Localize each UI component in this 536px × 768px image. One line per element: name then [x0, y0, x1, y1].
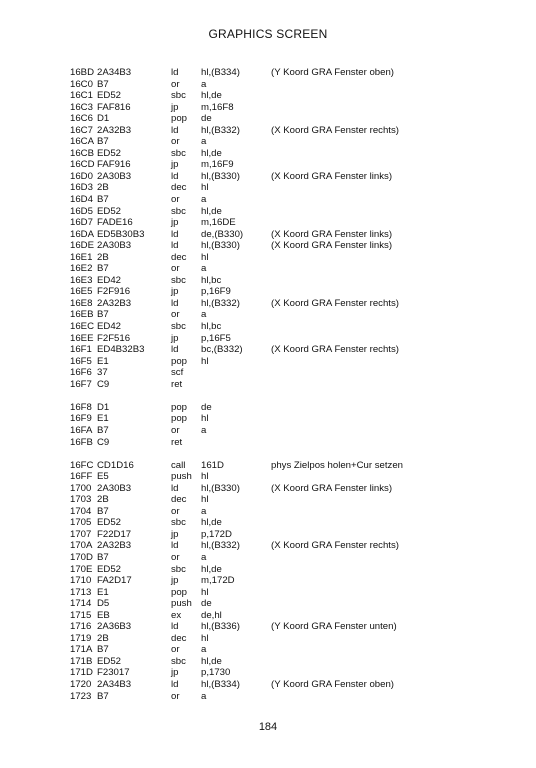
- operand: bc,(B332): [201, 344, 243, 356]
- operand: a: [201, 263, 207, 275]
- opcode-bytes: 2B: [97, 251, 109, 263]
- operand: p,1730: [201, 667, 231, 679]
- operand: m,16F9: [201, 159, 234, 171]
- opcode-bytes: EB: [97, 609, 110, 621]
- mnemonic: jp: [171, 286, 179, 298]
- mnemonic: pop: [171, 586, 188, 598]
- listing-row: [70, 102, 470, 114]
- listing-row: [70, 344, 470, 356]
- listing-row: [70, 379, 470, 391]
- address: 1716: [70, 621, 92, 633]
- mnemonic: ex: [171, 609, 182, 621]
- mnemonic: scf: [171, 367, 184, 379]
- address: 171A: [70, 644, 93, 656]
- listing-row: [70, 136, 470, 148]
- opcode-bytes: B7: [97, 644, 109, 656]
- mnemonic: sbc: [171, 90, 186, 102]
- opcode-bytes: FADE16: [97, 217, 133, 229]
- mnemonic: pop: [171, 401, 188, 413]
- comment: (X Koord GRA Fenster rechts): [271, 124, 399, 136]
- listing-row: [70, 564, 470, 576]
- address: 16F1: [70, 344, 92, 356]
- opcode-bytes: 2A32B3: [97, 297, 132, 309]
- mnemonic: or: [171, 644, 180, 656]
- mnemonic: or: [171, 690, 180, 702]
- mnemonic: or: [171, 78, 180, 90]
- mnemonic: or: [171, 505, 180, 517]
- operand: a: [201, 644, 207, 656]
- address: 16C0: [70, 78, 93, 90]
- opcode-bytes: 37: [97, 367, 108, 379]
- listing-row: [70, 460, 470, 472]
- mnemonic: ld: [171, 344, 179, 356]
- listing-row: [70, 263, 470, 275]
- opcode-bytes: B7: [97, 309, 109, 321]
- address: 1714: [70, 598, 92, 610]
- mnemonic: or: [171, 263, 180, 275]
- opcode-bytes: 2A32B3: [97, 540, 132, 552]
- listing-row: [70, 321, 470, 333]
- operand: de,hl: [201, 609, 222, 621]
- opcode-bytes: ED4B32B3: [97, 344, 145, 356]
- address: 16E8: [70, 297, 93, 309]
- mnemonic: dec: [171, 251, 187, 263]
- operand: hl: [201, 494, 209, 506]
- operand: hl,de: [201, 655, 222, 667]
- listing-row: [70, 229, 470, 241]
- opcode-bytes: 2B: [97, 494, 109, 506]
- mnemonic: sbc: [171, 205, 186, 217]
- opcode-bytes: C9: [97, 378, 110, 390]
- comment: (X Koord GRA Fenster rechts): [271, 540, 399, 552]
- listing-row: [70, 402, 470, 414]
- address: 1720: [70, 678, 92, 690]
- operand: hl: [201, 586, 209, 598]
- operand: hl: [201, 182, 209, 194]
- address: 171D: [70, 667, 93, 679]
- listing-row: [70, 656, 470, 668]
- listing-row: [70, 644, 470, 656]
- mnemonic: dec: [171, 632, 187, 644]
- opcode-bytes: 2A30B3: [97, 170, 132, 182]
- opcode-bytes: ED52: [97, 205, 121, 217]
- opcode-bytes: ED52: [97, 90, 121, 102]
- opcode-bytes: E1: [97, 355, 109, 367]
- address: 16D7: [70, 217, 93, 229]
- mnemonic: or: [171, 309, 180, 321]
- listing-row: [70, 667, 470, 679]
- assembly-listing: [70, 67, 470, 702]
- operand: m,16DE: [201, 217, 236, 229]
- mnemonic: jp: [171, 528, 179, 540]
- opcode-bytes: 2B: [97, 182, 109, 194]
- comment: phys Zielpos holen+Cur setzen: [271, 459, 403, 471]
- address: 16D5: [70, 205, 93, 217]
- opcode-bytes: FA2D17: [97, 575, 132, 587]
- address: 16DA: [70, 228, 94, 240]
- listing-row: [70, 367, 470, 379]
- listing-row: [70, 483, 470, 495]
- address: 16BD: [70, 67, 94, 78]
- operand: hl: [201, 471, 209, 483]
- comment: (Y Koord GRA Fenster oben): [271, 67, 395, 78]
- opcode-bytes: D5: [97, 598, 110, 610]
- listing-row: [70, 679, 470, 691]
- listing-row: [70, 159, 470, 171]
- address: 16C1: [70, 90, 93, 102]
- opcode-bytes: 2A36B3: [97, 621, 132, 633]
- listing-row: [70, 217, 470, 229]
- operand: hl,bc: [201, 274, 222, 286]
- opcode-bytes: 2A34B3: [97, 67, 132, 78]
- operand: hl,de: [201, 90, 222, 102]
- mnemonic: ld: [171, 678, 179, 690]
- address: 16FF: [70, 471, 93, 483]
- operand: hl,(B330): [201, 240, 240, 252]
- opcode-bytes: ED42: [97, 274, 121, 286]
- mnemonic: push: [171, 598, 192, 610]
- mnemonic: pop: [171, 413, 188, 425]
- operand: hl,(B334): [201, 678, 240, 690]
- address: 16F7: [70, 378, 92, 390]
- listing-row: [70, 252, 470, 264]
- address: 16E1: [70, 251, 93, 263]
- mnemonic: or: [171, 194, 180, 206]
- mnemonic: jp: [171, 159, 179, 171]
- operand: hl,bc: [201, 321, 222, 333]
- address: 1705: [70, 517, 92, 529]
- listing-row: [70, 275, 470, 287]
- opcode-bytes: B7: [97, 194, 109, 206]
- mnemonic: jp: [171, 101, 179, 113]
- opcode-bytes: D1: [97, 113, 110, 125]
- address: 16CA: [70, 136, 94, 148]
- listing-row: [70, 575, 470, 587]
- listing-row: [70, 125, 470, 137]
- address: 171B: [70, 655, 93, 667]
- mnemonic: push: [171, 471, 192, 483]
- opcode-bytes: E1: [97, 586, 109, 598]
- listing-row: [70, 425, 470, 437]
- operand: 161D: [201, 459, 224, 471]
- address: 16C7: [70, 124, 93, 136]
- address: 170A: [70, 540, 93, 552]
- operand: hl,de: [201, 205, 222, 217]
- operand: hl,(B332): [201, 540, 240, 552]
- comment: (X Koord GRA Fenster rechts): [271, 297, 399, 309]
- listing-row: [70, 587, 470, 599]
- mnemonic: ld: [171, 297, 179, 309]
- opcode-bytes: B7: [97, 78, 109, 90]
- block-separator: [70, 390, 470, 402]
- comment: (X Koord GRA Fenster links): [271, 482, 393, 494]
- operand: p,16F5: [201, 332, 231, 344]
- opcode-bytes: 2B: [97, 632, 109, 644]
- mnemonic: or: [171, 551, 180, 563]
- operand: a: [201, 505, 207, 517]
- operand: hl,de: [201, 563, 222, 575]
- operand: hl,(B334): [201, 67, 240, 78]
- address: 16DE: [70, 240, 94, 252]
- mnemonic: ld: [171, 482, 179, 494]
- listing-row: [70, 333, 470, 345]
- opcode-bytes: ED52: [97, 517, 121, 529]
- address: 16CD: [70, 159, 95, 171]
- opcode-bytes: CD1D16: [97, 459, 134, 471]
- mnemonic: sbc: [171, 563, 186, 575]
- opcode-bytes: F23017: [97, 667, 130, 679]
- opcode-bytes: ED52: [97, 563, 121, 575]
- opcode-bytes: B7: [97, 551, 109, 563]
- operand: a: [201, 78, 207, 90]
- operand: hl,de: [201, 517, 222, 529]
- opcode-bytes: ED52: [97, 655, 121, 667]
- address: 1707: [70, 528, 92, 540]
- operand: de: [201, 401, 212, 413]
- opcode-bytes: B7: [97, 136, 109, 148]
- operand: hl: [201, 251, 209, 263]
- opcode-bytes: 2A30B3: [97, 240, 132, 252]
- address: 170E: [70, 563, 93, 575]
- mnemonic: ld: [171, 67, 179, 78]
- mnemonic: pop: [171, 113, 188, 125]
- address: 16C3: [70, 101, 93, 113]
- mnemonic: jp: [171, 217, 179, 229]
- address: 1710: [70, 575, 92, 587]
- opcode-bytes: F2F516: [97, 332, 131, 344]
- opcode-bytes: F2F916: [97, 286, 131, 298]
- operand: p,172D: [201, 528, 232, 540]
- operand: de: [201, 113, 212, 125]
- operand: de: [201, 598, 212, 610]
- operand: hl: [201, 413, 209, 425]
- operand: a: [201, 424, 207, 436]
- listing-row: [70, 298, 470, 310]
- operand: p,16F9: [201, 286, 231, 298]
- operand: hl,(B332): [201, 124, 240, 136]
- listing-row: [70, 610, 470, 622]
- mnemonic: sbc: [171, 147, 186, 159]
- listing-row: [70, 194, 470, 206]
- address: 1700: [70, 482, 92, 494]
- opcode-bytes: 2A34B3: [97, 678, 132, 690]
- comment: (X Koord GRA Fenster links): [271, 170, 393, 182]
- operand: a: [201, 136, 207, 148]
- listing-row: [70, 598, 470, 610]
- mnemonic: ret: [171, 378, 183, 390]
- mnemonic: sbc: [171, 517, 186, 529]
- listing-row: [70, 494, 470, 506]
- mnemonic: or: [171, 136, 180, 148]
- address: 16D0: [70, 170, 93, 182]
- operand: hl,de: [201, 147, 222, 159]
- opcode-bytes: E1: [97, 413, 109, 425]
- listing-row: [70, 506, 470, 518]
- mnemonic: jp: [171, 575, 179, 587]
- address: 1723: [70, 690, 92, 702]
- address: 16F9: [70, 413, 92, 425]
- operand: hl,(B330): [201, 482, 240, 494]
- address: 16EC: [70, 321, 94, 333]
- address: 1704: [70, 505, 92, 517]
- opcode-bytes: B7: [97, 263, 109, 275]
- address: 16C6: [70, 113, 93, 125]
- comment: (X Koord GRA Fenster rechts): [271, 344, 399, 356]
- address: 16E5: [70, 286, 93, 298]
- mnemonic: ld: [171, 124, 179, 136]
- opcode-bytes: E5: [97, 471, 109, 483]
- opcode-bytes: ED52: [97, 147, 121, 159]
- comment: (Y Koord GRA Fenster unten): [271, 621, 397, 633]
- listing-row: [70, 67, 470, 79]
- comment: (Y Koord GRA Fenster oben): [271, 678, 395, 690]
- listing-row: [70, 309, 470, 321]
- listing-row: [70, 206, 470, 218]
- comment: (X Koord GRA Fenster links): [271, 228, 393, 240]
- page-number: 184: [258, 721, 278, 733]
- address: 16F8: [70, 401, 92, 413]
- mnemonic: sbc: [171, 274, 186, 286]
- operand: hl: [201, 632, 209, 644]
- operand: a: [201, 194, 207, 206]
- address: 16EB: [70, 309, 94, 321]
- mnemonic: jp: [171, 667, 179, 679]
- address: 16FC: [70, 459, 94, 471]
- listing-row: [70, 90, 470, 102]
- operand: hl: [201, 355, 209, 367]
- mnemonic: dec: [171, 182, 187, 194]
- address: 16FA: [70, 424, 93, 436]
- opcode-bytes: C9: [97, 436, 110, 448]
- opcode-bytes: F22D17: [97, 528, 132, 540]
- listing-row: [70, 356, 470, 368]
- address: 16EE: [70, 332, 94, 344]
- listing-row: [70, 621, 470, 633]
- address: 16F5: [70, 355, 92, 367]
- operand: a: [201, 690, 207, 702]
- opcode-bytes: B7: [97, 424, 109, 436]
- listing-row: [70, 413, 470, 425]
- address: 16FB: [70, 436, 93, 448]
- mnemonic: ld: [171, 240, 179, 252]
- mnemonic: ld: [171, 170, 179, 182]
- listing-row: [70, 517, 470, 529]
- opcode-bytes: B7: [97, 505, 109, 517]
- address: 16CB: [70, 147, 94, 159]
- opcode-bytes: D1: [97, 401, 110, 413]
- mnemonic: call: [171, 459, 186, 471]
- address: 16D4: [70, 194, 93, 206]
- operand: a: [201, 551, 207, 563]
- page-title: GRAPHICS SCREEN: [208, 27, 328, 41]
- opcode-bytes: B7: [97, 690, 109, 702]
- address: 1715: [70, 609, 92, 621]
- opcode-bytes: FAF916: [97, 159, 131, 171]
- opcode-bytes: ED42: [97, 321, 121, 333]
- listing-row: [70, 113, 470, 125]
- mnemonic: pop: [171, 355, 188, 367]
- block-separator: [70, 448, 470, 460]
- address: 1703: [70, 494, 92, 506]
- listing-row: [70, 529, 470, 541]
- opcode-bytes: FAF816: [97, 101, 131, 113]
- listing-row: [70, 240, 470, 252]
- listing-row: [70, 171, 470, 183]
- mnemonic: or: [171, 424, 180, 436]
- address: 16E3: [70, 274, 93, 286]
- operand: hl,(B330): [201, 170, 240, 182]
- mnemonic: ld: [171, 540, 179, 552]
- mnemonic: ld: [171, 621, 179, 633]
- address: 1713: [70, 586, 92, 598]
- operand: a: [201, 309, 207, 321]
- mnemonic: ld: [171, 228, 179, 240]
- listing-row: [70, 79, 470, 91]
- listing-row: [70, 691, 470, 703]
- operand: m,172D: [201, 575, 235, 587]
- operand: hl,(B332): [201, 297, 240, 309]
- address: 16F6: [70, 367, 92, 379]
- address: 16E2: [70, 263, 93, 275]
- operand: de,(B330): [201, 228, 244, 240]
- listing-row: [70, 633, 470, 645]
- mnemonic: dec: [171, 494, 187, 506]
- operand: hl,(B336): [201, 621, 240, 633]
- mnemonic: jp: [171, 332, 179, 344]
- address: 1719: [70, 632, 92, 644]
- listing-row: [70, 286, 470, 298]
- operand: m,16F8: [201, 101, 234, 113]
- mnemonic: ret: [171, 436, 183, 448]
- address: 16D3: [70, 182, 93, 194]
- comment: (X Koord GRA Fenster links): [271, 240, 393, 252]
- address: 170D: [70, 551, 93, 563]
- mnemonic: sbc: [171, 655, 186, 667]
- opcode-bytes: 2A32B3: [97, 124, 132, 136]
- opcode-bytes: 2A30B3: [97, 482, 132, 494]
- opcode-bytes: ED5B30B3: [97, 228, 145, 240]
- listing-row: [70, 540, 470, 552]
- listing-row: [70, 182, 470, 194]
- mnemonic: sbc: [171, 321, 186, 333]
- listing-row: [70, 552, 470, 564]
- listing-row: [70, 437, 470, 449]
- listing-row: [70, 148, 470, 160]
- listing-row: [70, 471, 470, 483]
